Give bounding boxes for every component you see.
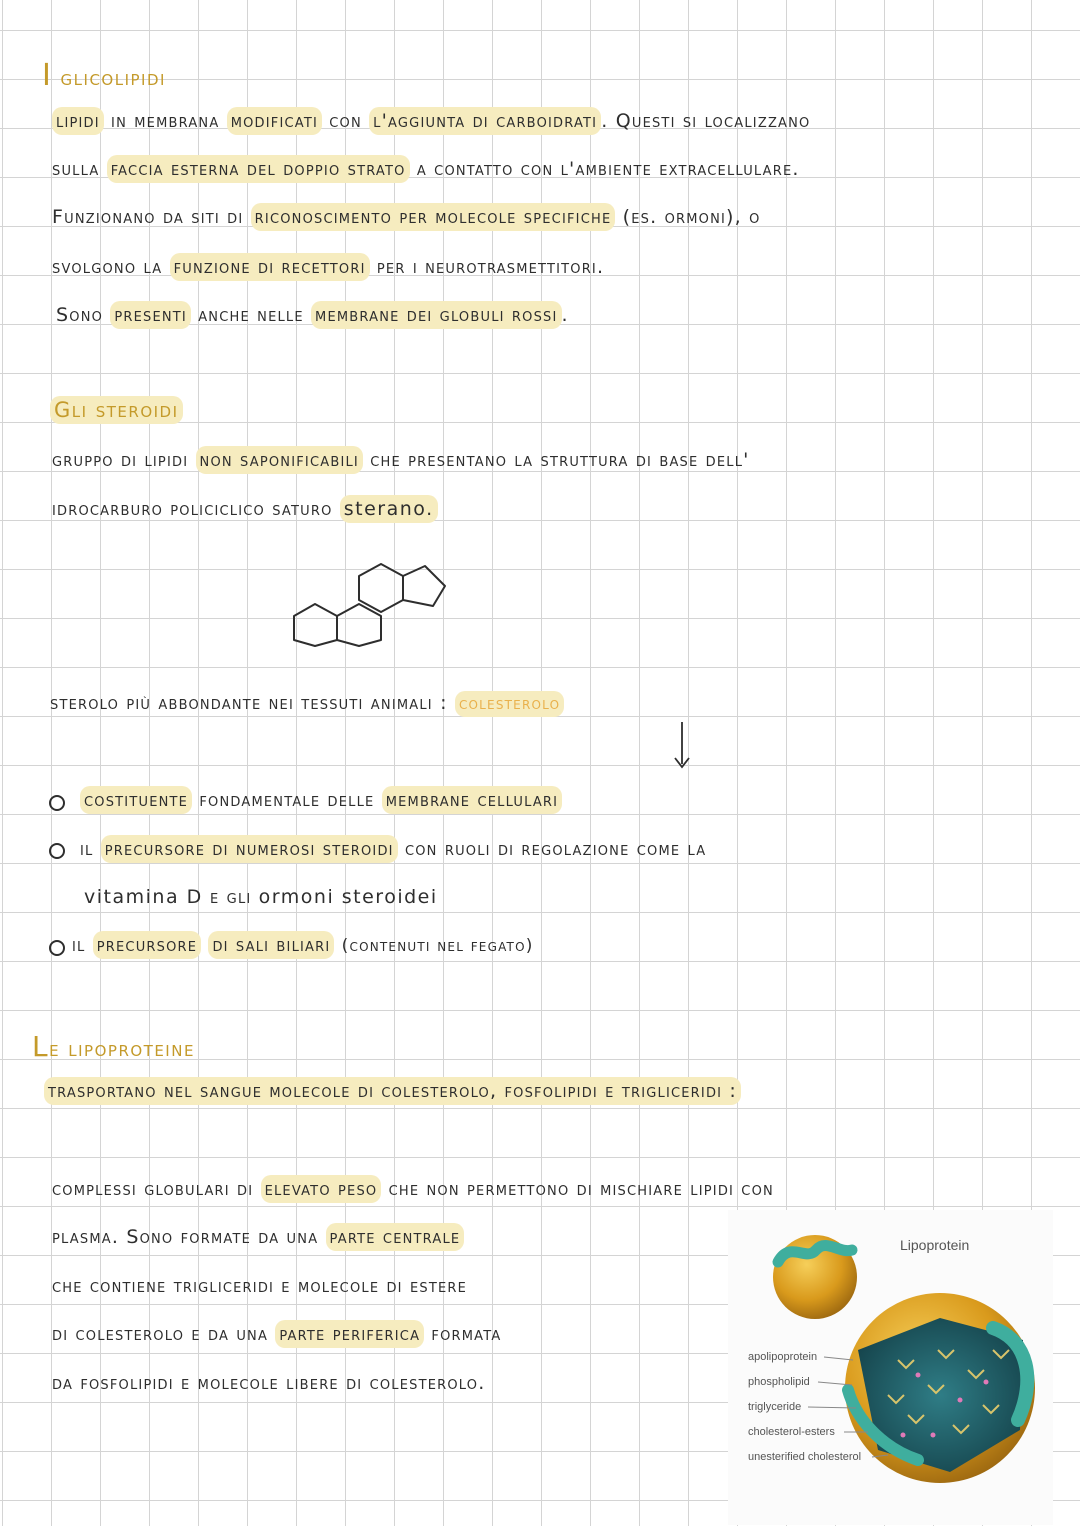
- text: plasma. Sono formate da una: [52, 1226, 319, 1248]
- text: (contenuti nel fegato): [341, 936, 534, 956]
- text: Sono: [56, 304, 104, 326]
- hl-parte-periferica: parte periferica: [275, 1320, 424, 1348]
- bullet-3: [72, 936, 534, 955]
- hl-presenti: presenti: [110, 301, 191, 329]
- bullet-icon: [49, 795, 65, 811]
- hl-non-saponificabili: non saponificabili: [196, 446, 363, 474]
- title-text: Gli steroidi: [50, 396, 183, 424]
- text: anche nelle: [198, 304, 304, 326]
- hl-lipidi: lipidi: [52, 107, 104, 135]
- hl-riconoscimento: riconoscimento per molecole specifiche: [251, 203, 616, 231]
- lipoproteine-title: [32, 1030, 195, 1063]
- text: sulla: [52, 158, 100, 180]
- steroidi-line-2: [52, 500, 438, 519]
- hl-sali-biliari: di sali biliari: [208, 931, 334, 959]
- text: complessi globulari di: [52, 1178, 254, 1200]
- bullet-2-cont: [84, 888, 438, 907]
- hl-elevato-peso: elevato peso: [261, 1175, 382, 1203]
- lipo-line-1: [52, 1180, 774, 1199]
- text: da fosfolipidi e molecole libere di colesterolo.: [52, 1372, 486, 1394]
- title-rest: e lipoproteine: [49, 1037, 195, 1061]
- down-arrow-icon: [670, 720, 694, 770]
- text: con ruoli di regolazione come la: [404, 838, 707, 860]
- hl-precursore: precursore: [93, 931, 201, 959]
- text: gruppo di lipidi: [52, 449, 189, 471]
- text: ormoni steroidei: [258, 886, 438, 908]
- text: vitamina D: [84, 886, 203, 908]
- hl-membrane-globuli: membrane dei globuli rossi: [311, 301, 561, 329]
- hl-recettori: funzione di recettori: [170, 253, 370, 281]
- glico-line-5: [56, 306, 569, 325]
- bullet-2: [80, 840, 706, 859]
- ring-c: [359, 564, 403, 612]
- hl-parte-centrale: parte centrale: [326, 1223, 465, 1251]
- ring-b: [337, 604, 381, 646]
- text: formata: [431, 1323, 502, 1345]
- steroidi-line-1: [52, 451, 750, 470]
- steroidi-title: [50, 398, 183, 422]
- lipo-line-2: [52, 1228, 464, 1247]
- hl-faccia-esterna: faccia esterna del doppio strato: [107, 155, 410, 183]
- lipo-line-3: [52, 1277, 467, 1296]
- lipo-line-5: [52, 1374, 485, 1393]
- text: in membrana: [111, 110, 220, 132]
- text: fondamentale delle: [199, 789, 375, 811]
- text: (es. ormoni), o: [622, 206, 761, 228]
- lipoprotein-illustration: [728, 1210, 1053, 1525]
- figure-title: Lipoprotein: [900, 1237, 970, 1253]
- text: sterolo più abbondante nei tessuti animali :: [50, 692, 448, 714]
- glico-line-2: [52, 160, 800, 179]
- text: a contatto con l'ambiente extracellulare.: [416, 158, 800, 180]
- text: idrocarburo policiclico saturo: [52, 498, 333, 520]
- text: con: [329, 110, 362, 132]
- text: e gli: [210, 886, 252, 908]
- glico-line-4: [52, 258, 604, 277]
- bullet-icon: [49, 843, 65, 859]
- glicolipidi-title: [42, 58, 166, 93]
- sterolo-line: [50, 694, 564, 713]
- label-triglyceride: triglyceride: [748, 1401, 802, 1413]
- title-initial: I: [42, 58, 53, 93]
- ring-a: [294, 604, 337, 646]
- text: .: [561, 304, 569, 326]
- label-apolipoprotein: apolipoprotein: [748, 1351, 818, 1363]
- text: di colesterolo e da una: [52, 1323, 269, 1345]
- sterane-structure-drawing: [285, 558, 455, 654]
- hl-modificati: modificati: [227, 107, 322, 135]
- label-cholesterol-esters: cholesterol-esters: [748, 1426, 835, 1438]
- text: che non permettono di mischiare lipidi con: [388, 1178, 774, 1200]
- text: il: [72, 934, 86, 956]
- text: per i neurotrasmettitori.: [376, 256, 605, 278]
- label-phospholipid: phospholipid: [748, 1376, 810, 1388]
- glico-line-3: [52, 208, 761, 227]
- lipoprotein-figure: [728, 1210, 1053, 1525]
- hl-costituente: costituente: [80, 786, 192, 814]
- text: che contiene trigliceridi e molecole di estere: [52, 1275, 468, 1297]
- glico-line-1: [52, 112, 811, 131]
- hl-intro: trasportano nel sangue molecole di colesterolo, fosfolipidi e trigliceridi :: [44, 1077, 741, 1105]
- label-unesterified-cholesterol: unesterified cholesterol: [748, 1451, 862, 1463]
- hl-membrane-cellulari: membrane cellulari: [382, 786, 563, 814]
- text: che presentano la struttura di base dell': [370, 449, 750, 471]
- text: Funzionano da siti di: [52, 206, 244, 228]
- text: svolgono la: [52, 256, 163, 278]
- bullet-icon: [49, 940, 65, 956]
- bullet-1: [80, 791, 562, 810]
- ring-d: [403, 566, 445, 606]
- title-initial: L: [32, 1030, 50, 1063]
- hl-precursore-steroidi: precursore di numerosi steroidi: [101, 835, 398, 863]
- hl-carboidrati: l'aggiunta di carboidrati: [369, 107, 601, 135]
- text: . Questi si localizzano: [601, 110, 811, 132]
- title-rest: glicolipidi: [60, 66, 166, 90]
- lipo-intro: [44, 1082, 741, 1101]
- hl-colesterolo: colesterolo: [455, 691, 564, 717]
- text: il: [80, 838, 94, 860]
- lipo-line-4: [52, 1325, 502, 1344]
- hl-sterano: sterano.: [340, 495, 438, 523]
